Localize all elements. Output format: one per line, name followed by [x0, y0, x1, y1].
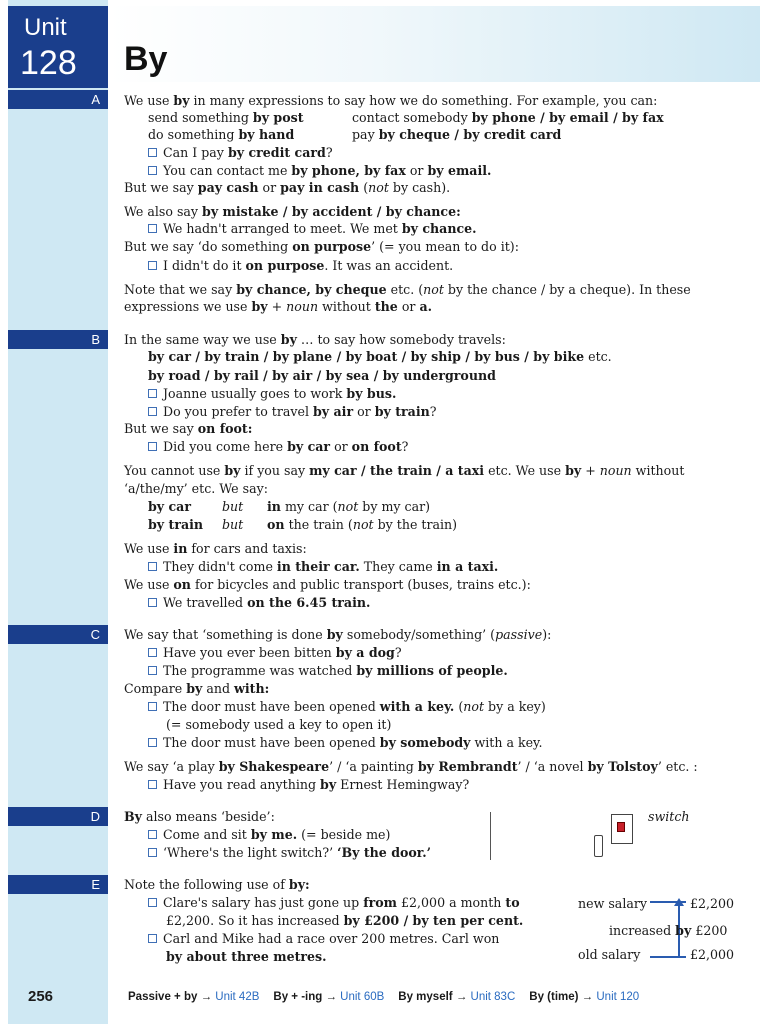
text-run: by £200 / by ten per cent.	[343, 913, 524, 928]
text-run: by a key)	[484, 699, 546, 714]
text-run: the	[374, 299, 398, 314]
section-label-b: B	[8, 330, 108, 349]
text-run: pay in cash	[280, 180, 360, 195]
text-run: by chance, by cheque	[236, 282, 387, 297]
example-bullet-icon	[148, 224, 157, 233]
text-run: ’ / ‘a novel	[517, 759, 588, 774]
text-run: passive	[495, 627, 543, 642]
switch-button-icon	[617, 822, 625, 832]
text-run: ?	[429, 404, 437, 419]
old-salary-label: old salary	[578, 947, 641, 962]
text-run: by Rembrandt	[417, 759, 518, 774]
increase-by: by	[675, 923, 692, 938]
text-run: by phone, by fax	[291, 163, 406, 178]
text-run: They didn't come	[163, 559, 277, 574]
text-run: or	[405, 163, 428, 178]
text-run: or	[353, 404, 375, 419]
text-line	[124, 282, 691, 298]
example-bullet-icon	[148, 562, 157, 571]
example-sentence	[148, 163, 491, 179]
text-run: my car (	[280, 499, 338, 514]
reference-topic: By (time)	[529, 991, 582, 1003]
text-run: (= somebody used a key to open it)	[166, 717, 392, 732]
text-run: by	[173, 93, 190, 108]
text-line	[124, 759, 698, 775]
cross-reference	[529, 991, 639, 1003]
text-run: with:	[234, 681, 270, 696]
text-run: my car / the train / a taxi	[309, 463, 485, 478]
text-run: in their car.	[276, 559, 360, 574]
text-run: The door must have been opened	[163, 735, 380, 750]
text-run: by	[565, 463, 582, 478]
text-run: from	[363, 895, 398, 910]
page-number: 256	[28, 988, 54, 1005]
text-line	[124, 681, 269, 697]
text-run: by car	[287, 439, 331, 454]
text-line	[222, 517, 243, 533]
text-run: by chance.	[401, 221, 477, 236]
cross-references	[128, 991, 653, 1003]
text-line	[124, 204, 461, 220]
text-run: by car / by train / by plane / by boat / by ship / by bus / by bike	[148, 349, 585, 364]
text-run: do something	[148, 127, 239, 142]
increase-label	[609, 923, 727, 939]
text-line	[124, 332, 506, 348]
text-run: ’ (= you mean to do it):	[371, 239, 519, 254]
text-line	[124, 463, 684, 479]
example-sentence	[148, 595, 370, 611]
text-run: by email.	[427, 163, 492, 178]
text-run: Come and sit	[163, 827, 251, 842]
text-run: But we say	[124, 421, 198, 436]
text-run: on purpose	[292, 239, 372, 254]
text-line	[124, 93, 657, 109]
example-sentence	[148, 439, 408, 455]
example-bullet-icon	[148, 666, 157, 675]
text-run: for bicycles and public transport (buses, trains etc.):	[190, 577, 531, 592]
new-salary-value: £2,200	[690, 896, 735, 911]
arrow-icon: →	[325, 991, 341, 1003]
text-run: Did you come here	[163, 439, 288, 454]
text-run: by	[320, 777, 337, 792]
text-run: if you say	[240, 463, 310, 478]
text-run: Note that we say	[124, 282, 237, 297]
text-run: contact somebody	[352, 110, 472, 125]
unit-link[interactable]: Unit 60B	[340, 991, 385, 1003]
text-run: Carl and Mike had a race over 200 metres. Carl won	[163, 931, 500, 946]
example-sentence	[148, 145, 333, 161]
left-sidebar	[8, 0, 108, 1024]
text-run: by cheque / by credit card	[378, 127, 562, 142]
text-run: in	[267, 499, 281, 514]
example-bullet-icon	[148, 148, 157, 157]
example-bullet-icon	[148, 934, 157, 943]
text-run: pay	[352, 127, 379, 142]
text-run: by millions of people.	[356, 663, 508, 678]
text-line	[148, 499, 191, 515]
text-run: on foot	[351, 439, 402, 454]
text-run: by train	[374, 404, 430, 419]
text-line	[124, 877, 310, 893]
example-bullet-icon	[148, 389, 157, 398]
text-run: not	[368, 180, 389, 195]
text-line	[124, 299, 432, 315]
text-run: We use	[124, 577, 174, 592]
example-sentence	[148, 404, 437, 420]
example-sentence	[148, 735, 543, 751]
text-run: somebody/something’ (	[342, 627, 496, 642]
text-run: on purpose	[245, 258, 325, 273]
text-line	[166, 913, 523, 929]
text-run: by train	[148, 517, 204, 532]
text-run: ’ / ‘a painting	[329, 759, 418, 774]
text-run: or	[330, 439, 352, 454]
text-run: Do you prefer to travel	[163, 404, 313, 419]
example-bullet-icon	[148, 702, 157, 711]
text-line	[148, 110, 304, 126]
text-run: on the 6.45 train.	[247, 595, 371, 610]
text-run: ?	[325, 145, 333, 160]
text-run: You cannot use	[124, 463, 225, 478]
text-line	[148, 349, 612, 365]
text-line	[222, 499, 243, 515]
text-run: by:	[288, 877, 310, 892]
text-run: or	[397, 299, 420, 314]
door-handle-icon	[594, 835, 603, 857]
cross-reference	[398, 991, 515, 1003]
example-sentence	[148, 895, 520, 911]
text-run: We hadn't arranged to meet. We met	[163, 221, 402, 236]
text-run: We say ‘a play	[124, 759, 219, 774]
text-run: expressions we use	[124, 299, 252, 314]
text-run: by my car)	[358, 499, 431, 514]
text-run: by	[280, 332, 297, 347]
increase-word: increased	[609, 923, 672, 938]
text-run: We travelled	[163, 595, 248, 610]
text-run: You can contact me	[163, 163, 292, 178]
text-run: £2,200. So it has increased	[166, 913, 344, 928]
new-salary-label: new salary	[578, 896, 647, 911]
text-run: etc.	[584, 349, 612, 364]
section-label-c: C	[8, 625, 108, 644]
text-run: By	[124, 809, 142, 824]
switch-label: switch	[648, 809, 690, 824]
example-bullet-icon	[148, 261, 157, 270]
increase-value: £200	[695, 923, 728, 938]
cross-reference	[128, 991, 259, 1003]
cross-reference	[273, 991, 384, 1003]
text-run: But we say	[124, 180, 198, 195]
text-run: in a taxi.	[436, 559, 499, 574]
text-run: by post	[252, 110, 304, 125]
example-bullet-icon	[148, 848, 157, 857]
text-run: ’ etc. :	[657, 759, 698, 774]
section-label-d: D	[8, 807, 108, 826]
text-run: Can I pay	[163, 145, 228, 160]
example-sentence	[148, 258, 453, 274]
section-label-a: A	[8, 90, 108, 109]
text-run: . It was an accident.	[324, 258, 454, 273]
text-run: noun	[599, 463, 632, 478]
text-run: but	[222, 499, 244, 514]
text-line	[124, 627, 551, 643]
text-run: by credit card	[227, 145, 326, 160]
text-run: also means ‘beside’:	[141, 809, 275, 824]
text-run: ):	[542, 627, 552, 642]
text-run: by hand	[238, 127, 295, 142]
unit-link[interactable]: Unit 42B	[215, 991, 260, 1003]
text-run: £2,000 a month	[397, 895, 506, 910]
text-run: by mistake / by accident / by chance:	[202, 204, 461, 219]
text-run: by about three metres.	[166, 949, 327, 964]
example-bullet-icon	[148, 738, 157, 747]
text-run: not	[337, 499, 359, 514]
text-run: by me.	[250, 827, 298, 842]
text-run: We say that ‘something is done	[124, 627, 327, 642]
unit-badge	[8, 6, 108, 88]
example-sentence	[148, 221, 477, 237]
arrow-icon: →	[200, 991, 216, 1003]
text-run: for cars and taxis:	[187, 541, 307, 556]
text-run: We use	[124, 541, 174, 556]
example-bullet-icon	[148, 598, 157, 607]
example-sentence	[148, 559, 498, 575]
text-run: … to say how somebody travels:	[296, 332, 506, 347]
text-run: by somebody	[379, 735, 471, 750]
text-run: (= beside me)	[297, 827, 391, 842]
text-run: Clare's salary has just gone up	[163, 895, 364, 910]
text-line	[124, 541, 307, 557]
unit-link[interactable]: Unit 120	[596, 991, 640, 1003]
text-run: The door must have been opened	[163, 699, 380, 714]
text-line	[267, 517, 457, 533]
example-sentence	[148, 663, 508, 679]
example-bullet-icon	[148, 780, 157, 789]
text-line	[124, 809, 275, 825]
text-run: or	[258, 180, 281, 195]
text-run: a.	[419, 299, 432, 314]
text-run: by	[186, 681, 203, 696]
text-run: ‘By the door.’	[337, 845, 432, 860]
text-run: We use	[124, 93, 174, 108]
example-sentence	[148, 777, 469, 793]
text-run: We also say	[124, 204, 203, 219]
example-sentence	[148, 645, 402, 661]
text-run: to	[505, 895, 520, 910]
arrow-icon: →	[455, 991, 471, 1003]
up-arrow-icon	[674, 898, 684, 906]
text-run: ?	[394, 645, 402, 660]
text-run: ‘a/the/my’ etc. We say:	[124, 481, 268, 496]
text-run: etc. (	[386, 282, 424, 297]
text-run: not	[423, 282, 444, 297]
text-run: with a key.	[379, 699, 455, 714]
text-run: ?	[401, 439, 409, 454]
text-line	[124, 421, 252, 437]
text-run: by	[251, 299, 268, 314]
text-line	[124, 180, 450, 196]
text-run: but	[222, 517, 244, 532]
text-run: send something	[148, 110, 253, 125]
text-run: by cash).	[388, 180, 451, 195]
reference-topic: By + -ing	[273, 991, 326, 1003]
example-bullet-icon	[148, 898, 157, 907]
text-run: without	[318, 299, 375, 314]
text-run: Joanne usually goes to work	[163, 386, 347, 401]
text-run: by	[326, 627, 343, 642]
text-run: by	[224, 463, 241, 478]
reference-topic: Passive + by	[128, 991, 201, 1003]
text-run: on	[267, 517, 285, 532]
text-run: Ernest Hemingway?	[336, 777, 470, 792]
text-line	[352, 127, 561, 143]
text-line	[148, 127, 294, 143]
text-run: by the chance / by a cheque). In these	[443, 282, 691, 297]
text-line	[148, 368, 496, 384]
text-run: not	[463, 699, 485, 714]
text-line	[166, 717, 391, 733]
text-line	[267, 499, 430, 515]
text-run: without	[631, 463, 685, 478]
text-run: the train (	[284, 517, 353, 532]
text-run: in	[173, 541, 188, 556]
text-run: by phone / by email / by fax	[471, 110, 664, 125]
text-run: and	[202, 681, 235, 696]
text-run: +	[267, 299, 287, 314]
text-run: by air	[313, 404, 354, 419]
unit-label: Unit	[24, 14, 67, 41]
text-run: by road / by rail / by air / by sea / by underground	[148, 368, 496, 383]
text-run: Note the following use of	[124, 877, 289, 892]
text-line	[124, 481, 268, 497]
text-run: But we say ‘do something	[124, 239, 293, 254]
example-bullet-icon	[148, 830, 157, 839]
section-label-e: E	[8, 875, 108, 894]
example-sentence	[148, 845, 431, 861]
text-line	[124, 239, 519, 255]
text-line	[166, 949, 327, 965]
old-salary-value: £2,000	[690, 947, 735, 962]
text-run: Have you ever been bitten	[163, 645, 336, 660]
text-run: etc. We use	[484, 463, 566, 478]
text-run: (	[454, 699, 464, 714]
example-sentence	[148, 931, 499, 947]
text-line	[352, 110, 664, 126]
example-bullet-icon	[148, 407, 157, 416]
text-line	[148, 517, 203, 533]
unit-number: 128	[20, 44, 77, 82]
page-title: By	[124, 40, 168, 78]
example-sentence	[148, 386, 396, 402]
text-run: with a key.	[470, 735, 543, 750]
text-run: on foot:	[197, 421, 253, 436]
example-bullet-icon	[148, 166, 157, 175]
text-run: Have you read anything	[163, 777, 321, 792]
unit-link[interactable]: Unit 83C	[470, 991, 516, 1003]
title-banner	[108, 6, 760, 82]
text-run: (	[359, 180, 369, 195]
text-run: by Tolstoy	[587, 759, 658, 774]
example-sentence	[148, 827, 390, 843]
text-run: The programme was watched	[163, 663, 357, 678]
text-run: Compare	[124, 681, 187, 696]
salary-line-bottom	[650, 956, 686, 958]
text-run: noun	[286, 299, 319, 314]
text-run: by bus.	[346, 386, 397, 401]
text-run: pay cash	[197, 180, 259, 195]
example-bullet-icon	[148, 648, 157, 657]
text-run: by Shakespeare	[218, 759, 330, 774]
arrow-icon: →	[581, 991, 597, 1003]
text-run: In the same way we use	[124, 332, 281, 347]
example-sentence	[148, 699, 546, 715]
text-run: +	[581, 463, 600, 478]
example-bullet-icon	[148, 442, 157, 451]
reference-topic: By myself	[398, 991, 456, 1003]
text-run: by the train)	[373, 517, 458, 532]
text-run: I didn't do it	[163, 258, 246, 273]
text-run: in many expressions to say how we do something. For example, you can:	[189, 93, 658, 108]
text-run: ‘Where's the light switch?’	[163, 845, 338, 860]
text-run: They came	[359, 559, 437, 574]
text-line	[124, 577, 531, 593]
text-run: by a dog	[335, 645, 395, 660]
text-run: not	[352, 517, 374, 532]
text-run: by car	[148, 499, 191, 514]
text-run: on	[173, 577, 191, 592]
